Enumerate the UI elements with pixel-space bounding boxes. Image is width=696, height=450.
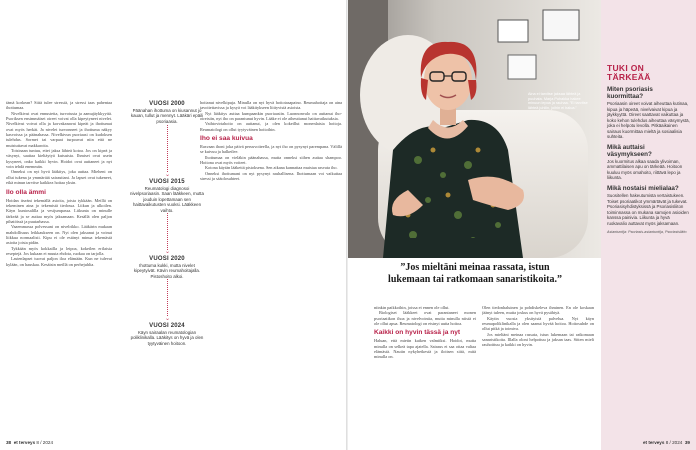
paragraph: Vaaemmassa polvessani on nivelrikko. Lääkärin mukaan mahdollisuus leikkaukseen on. Nyt olen jaksanut ja voinut liikkua normaalisti. Kipu ei ole estänyt minua tekemästä asioita joista pidän. <box>6 224 112 246</box>
paragraph: niinkin paikkoihin, joissa ei ennen ole ollut. <box>374 305 450 310</box>
magazine-name: et terveys <box>13 440 36 445</box>
timeline-line <box>165 103 171 338</box>
timeline-item <box>130 101 204 124</box>
timeline-text: Ihottuma kukki, mutta nivelet kipeytyivät. Kävin reumahoitajalla. Pistoshoito alkoi. <box>133 263 201 279</box>
paragraph: Olen tiedonhaluinen ja pohdiskeleva ihminen. En ole koskaan jäänyt tuleen, mutta joskus on hyvä pysähtyä. <box>482 305 594 316</box>
paragraph: Vaihtovirtahoito on auttanut, ja olen kokeillut monenlaisia hoitoja. Reumatologi on ollut tyytyväinen hoitoihin. <box>200 121 342 132</box>
paragraph: Jos mieltäni meinaa rassata, istun lukemaan tai ratkomaan sanaristikoita. Illalla oloni helpottuu ja jaksan taas. Sitten mieli rauhoittuu ja kaikki on hyvin. <box>482 331 594 348</box>
chevron-down-icon: ⌄ <box>165 249 171 255</box>
timeline-year: VUOSI 2020 <box>149 256 185 262</box>
photo-caption: Aina ei tarvitse jaksaa lähteä ja puuhata. Marja Puhakka hakee minuun lepoa ja rauhaa. ”Ei tarvitse lähteä juhliin, joihin ei halua.” <box>528 92 588 110</box>
paragraph: Onneksi ihottumani on nyt pysynyt rauhallisena. Ihottumaan voi vaikuttaa stressi ja sääolosuhteet. <box>200 170 342 182</box>
timeline-item <box>130 317 204 346</box>
timeline-item <box>130 173 204 213</box>
timeline <box>120 95 204 415</box>
sidebar-text: Psoriaasin oireet voivat aiheuttaa kutinaa, kipua ja häpeää, nivelvaivat kipua ja jäykkyyttä. Oireet saattavat vaikuttaa ja koko kehon tulehdus aiheuttaa väsymystä, joka ei helpotu levolla. Pitkäaikainen sairaus kuormittaa mieltä ja sosiaalisia suhteita. <box>607 101 690 140</box>
paragraph: Nivelkivut ovat ennustetta, turvotusta ja aamujäykkyyttä. Psoriksen ensimmäiset oireet voivat olla kipeytyneet nivelet. Nivelkivut voivat olla ja korvakanavat kipeät ja ihottumat ovat myös herkät. Ja nivelet turvonneet ja ihottuma näkyy kasvoissa ja päänahassa. Nivelkivun psoriaasi on kudoksen tulehdus. Sormet tai varpaat turpoavat niin että ne muistuttavat makkaroita. <box>6 110 112 148</box>
sidebar-text: Jos kuormitus alkaa saada ylivoiman, ammattilaisen apu on tärkeää. Hoitoon kuuluu myös omahoito, riittävä lepo ja liikunta. <box>607 158 683 181</box>
sidebar-heading: Miten psoriasis kuormittaa? <box>607 86 653 100</box>
timeline-year: VUOSI 2000 <box>149 101 185 107</box>
left-column-1 <box>6 100 112 428</box>
paragraph: hoitanut nivelkipuja. Minulla on nyt hyvä hoitotasapaino. Reumahoitaja on aina tavoitettavissa ja kysyä voi lääkitykseen liittyvistä asioista. <box>200 100 342 111</box>
paragraph: Tykkään myös kokkailla ja leipoa, kokeilen erilaisia reseptejä. Jos kukaan ei muuta ehdota, ruokaa on tarjolla. <box>6 245 112 256</box>
subheading: Iho ei saa kuivua <box>200 135 253 143</box>
timeline-text: Käyn sairaalan reumatologian poliklinikalla. Lääkitys on hyvä ja olen tyytyväinen hoitoon. <box>130 330 204 346</box>
timeline-item <box>130 250 204 279</box>
page-folio <box>643 440 690 445</box>
paragraph: tämä korkean? Siitä tulee stressiä, ja stressi taas pahentaa ihottumaa. <box>6 100 112 111</box>
sidebar-author: Asiantuntija: Psoriasis-asiantuntija, Psoriasisliitto <box>607 230 687 235</box>
page-folio <box>6 440 53 445</box>
pull-quote: ”Jos mieltäni meinaa rassata, istun lukemaan tai ratkomaan sanaristikoita.” <box>388 262 562 285</box>
timeline-year: VUOSI 2015 <box>149 179 185 185</box>
right-column-1 <box>374 305 476 428</box>
left-column-3 <box>200 100 342 428</box>
paragraph: Rasvaan ihoni joka päivä perusvoiteella, ja nyt iho on pysynyt parempana. Välillä se kuivuu ja halkeilee. <box>200 144 342 155</box>
subheading: Ilo olla ämmi <box>6 188 46 196</box>
magazine-name: et terveys <box>642 440 665 445</box>
paragraph: Lastenlapset tuovat paljon iloa elämään. Kun ne tulevat kylään, on hauskaa. Kesäisin meillä on perhejuhlia. <box>6 256 112 267</box>
paragraph: Onneksi on nyt hyvä lääkitys, joka auttaa. Mieheni on ollut tukena ja ymmärtää sairauttani. Ja lapset ovat tukeneet, eikä minun tarvitse kaikkea hoitaa yksin. <box>6 169 112 186</box>
sidebar-heading: Mikä auttaisi väsymykseen? <box>607 143 652 158</box>
page-number: 38 <box>6 440 12 445</box>
timeline-text: Reumatologi diagnosoi nivelpsoriaasin. Saan lääkkeen, mutta jouduin lopettamaan sen haittavaikutusten vuoksi. Lääkkeen vaihto. <box>130 186 204 213</box>
subheading: Kaikki on hyvin tässä ja nyt <box>374 329 461 337</box>
chevron-down-icon: ⌄ <box>165 172 171 178</box>
page-number: 39 <box>684 440 690 445</box>
paragraph: Kotona käytän lääkettä pistoksena. Sen aikana kannattaa muistaa rasvata iho. <box>205 165 338 171</box>
paragraph: Biologiset lääkkeet ovat parantaneet monen psoriaatikon ihoa ja nivelvointia, mutta minulla niistä ei ole ollut apua. Reumatologi on etsinyt uutta hoitoa. <box>374 310 476 327</box>
info-sidebar <box>601 0 696 450</box>
chevron-down-icon: ⌄ <box>165 316 171 322</box>
paragraph: Hoidan itseäni tekemällä asioita, joista tykkään. Meillä on tekeminen aina jo tekemistä tiedossa. Liikun ja ulkoilen. Käyn kuntosalilla ja vesijumpassa. Liikunta on minulle tärkeää ja se auttaa myös jaksamaan. Kesällä olen paljon pihatöissä ja puutarhassa. <box>6 197 112 224</box>
right-page <box>348 0 696 450</box>
sidebar-title: TUKI ON TÄRKEÄÄ <box>607 63 651 82</box>
paragraph: Nyt lääkitys auttaa kumpaankin psoriaasiin. Luonnonvalo on auttanut iho-oireisiin, nyt iho on parantunut hyvin. Lääke ei ole aiheuttanut haittavaikutuksia. <box>200 110 342 122</box>
timeline-text: Päänahan ihottuma on kiusannut jo kauan, tullut ja mennyt. Lääkäri epäili psoriaasia. <box>130 108 204 124</box>
sidebar-heading: Mikä nostaisi mielialaa? <box>607 185 679 193</box>
timeline-year: VUOSI 2024 <box>149 323 185 329</box>
paragraph: Ihottumaa on vieläkin päänahassa, mutta onneksi siihen auttaa shampoo. Hoitona ovat myös voiteet. <box>200 154 342 166</box>
right-column-2 <box>482 305 594 428</box>
issue-number: 8 / 2024 <box>665 440 683 445</box>
paragraph: Toisinaan tuntuu, ettei jaksa lähteä kotoa. Jos on kipeä ja väsynyt, saattaa kieltäytyä kutsuista. Ihmiset ovat usein kysyneet, onko kaikki hyvin. Hoidot ovat auttaneet ja nyt voin tehdä enemmän. <box>6 148 112 170</box>
issue-number: 8 / 2024 <box>36 440 54 445</box>
paragraph: Haluan, että mietin kaiken valmiiksi. Hoidot, mutta minulla on selkeä tapa ajatella. Sairaus ei saa ottaa valtaa elämästä. Nautin nykyhetkestä ja iloitsen siitä, mitä minulla on. <box>374 338 476 360</box>
portrait-photo <box>348 0 601 258</box>
sidebar-text: Suositellen hakeutumista vertaistukeen. Toiset psoriaatikot ymmärtävät ja tukevat. Psoriasisyhdistyksissä ja Psoriasisliiton toiminnassa on mukana samojen asioiden kanssa painivia. Liikunta ja hyvä ruokavalio auttavat myös jaksamaan. <box>607 193 689 226</box>
paragraph: Käytin vuosia yksityistä palvelua. Nyt käyn reumapoliklinikalla ja olen saanut hyvää hoitoa. Hoitosuhde on ollut pitkä ja toimiva. <box>482 315 594 332</box>
